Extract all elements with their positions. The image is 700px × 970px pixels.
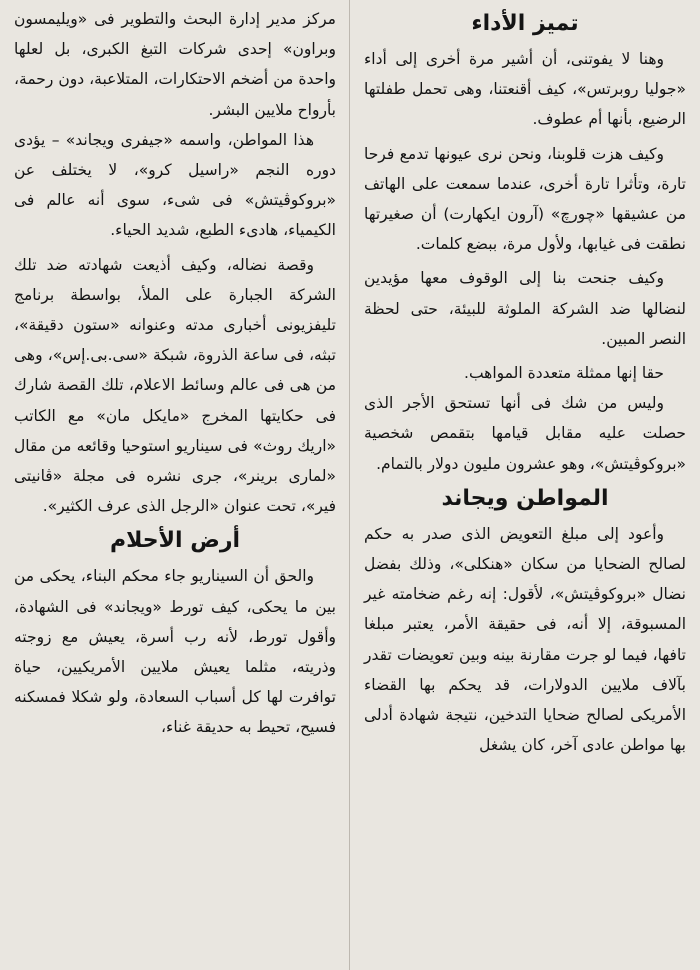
paragraph: هذا المواطن، واسمه «جيفرى ويجاند» – يؤدى دوره النجم «راسيل كرو»، لا يختلف عن «بروكوڤيتش» فى شىء، سوى أنه عالم فى الكيمياء، هادىء الطبع، شديد الحياء. [14, 130, 336, 240]
paragraph: وقصة نضاله، وكيف أذيعت شهادته ضد تلك الشركة الجبارة على الملأ، بواسطة برنامج تليفزيونى أخبارى مدته وعنوانه «ستون دقيقة»، تبثه، فى ساعة الذروة، شبكة «سى.بى.إس»، وهى من هى فى عالم وسائط الاعلام، تلك القصة شارك فى حكايتها المخرج «مايكل مان» مع الكاتب «اريك روث» فى سيناريو استوحيا وقائعه من مقال «لمارى برينر»، جرى نشره فى مجلة «ڤانيتى فير»، تحت عنوان «الرجل الذى عرف الكثير». [14, 255, 336, 516]
paragraph: وأعود إلى مبلغ التعويض الذى صدر به حكم لصالح الضحايا من سكان «هنكلى»، وذلك بفضل نضال «بروكوڤيتش»، لأقول: إنه رغم ضخامته غير المسبوقة، إلا أنه، فى حقيقة الأمر، يعتبر مبلغا تافها، فيما لو جرت مقارنة بينه وبين تعويضات تقدر بآلاف ملايين الدولارات، قد يحكم بها القضاء الأمريكى لصالح ضحايا التدخين، نتيجة شهادة أدلى بها مواطن عادى آخر، كان يشغل [364, 524, 686, 755]
heading-land-of-dreams: أرض الأحلام [109, 528, 241, 554]
paragraph: وهنا لا يفوتنى، أن أشير مرة أخرى إلى أداء «جوليا روبرتس»، كيف أقنعتنا، وهى تحمل طفلتها الرضيع، بأنها أم عطوف. [364, 50, 686, 129]
paragraph: مركز مدير إدارة البحث والتطوير فى «ويليمسون وبراون» إحدى شركات التبغ الكبرى، بل لعلها واحدة من أضخم الاحتكارات، المتلاعبة، دون رحمة، بأرواح ملايين البشر. [14, 10, 336, 119]
paragraph: وكيف جنحت بنا إلى الوقوف معها مؤيدين لنضالها ضد الشركة الملوثة للبيئة، حتى لحظة النصر المبين. [364, 269, 686, 348]
paragraph: وليس من شك فى أنها تستحق الأجر الذى حصلت عليه مقابل قيامها بتقمص شخصية «بروكوڤيتش»، وهو عشرون مليون دولار بالتمام. [364, 394, 686, 473]
left-column [14, 4, 336, 743]
paragraph: حقا إنها ممثلة متعددة المواهب. [464, 364, 664, 383]
heading-citizen-wigand: المواطن ويجاند [441, 485, 609, 511]
paragraph: والحق أن السيناريو جاء محكم البناء، يحكى من بين ما يحكى، كيف تورط «ويجاند» فى الشهادة، وأقول تورط، لأنه رب أسرة، يعيش مع زوجته وذريته، مثلما يعيش ملايين الأمريكيين، حياة توافرت لها كل أسباب السعادة، ولو شكلا فمسكنه فسيح، تحيط به حديقة غناء، [14, 567, 336, 737]
heading-acting-excellence: تميز الأداء [471, 11, 579, 36]
paragraph: وكيف هزت قلوبنا، ونحن نرى عيونها تدمع فرحا تارة، وتأثرا تارة أخرى، عندما سمعت على الهاتف من عشيقها «چورچ» (آرون ايكهارت) أن صغيرتها نطقت فى غيابها، ولأول مرة، ببضع كلمات. [364, 144, 686, 254]
right-column [364, 4, 686, 760]
column-divider [349, 0, 350, 970]
